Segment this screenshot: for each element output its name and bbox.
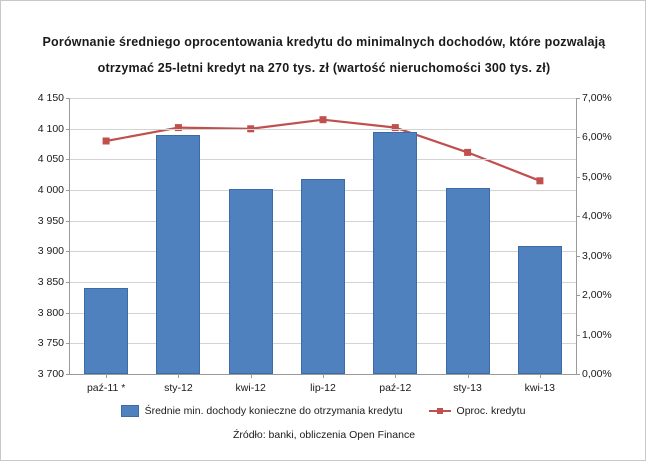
y-axis-left-tick-mark bbox=[66, 159, 70, 160]
y-axis-right-tick-mark bbox=[576, 256, 580, 257]
rate-marker bbox=[175, 124, 182, 131]
y-axis-right-tick-label: 3,00% bbox=[582, 249, 612, 262]
y-axis-right-tick-mark bbox=[576, 335, 580, 336]
source-note: Źródło: banki, obliczenia Open Finance bbox=[232, 429, 416, 441]
bar bbox=[229, 189, 273, 374]
y-axis-right-tick-mark bbox=[576, 137, 580, 138]
y-axis-left-tick-mark bbox=[66, 313, 70, 314]
x-axis-tick-label: paź-12 bbox=[379, 382, 412, 394]
y-axis-left-tick-mark bbox=[66, 343, 70, 344]
y-axis-left-tick-mark bbox=[66, 251, 70, 252]
y-axis-left-tick-mark bbox=[66, 374, 70, 375]
legend-label-rate: Oproc. kredytu bbox=[456, 405, 526, 417]
y-axis-left-tick-mark bbox=[66, 98, 70, 99]
x-axis-tick-mark bbox=[395, 374, 396, 378]
y-axis-left-tick-mark bbox=[66, 129, 70, 130]
rate-marker bbox=[320, 116, 327, 123]
y-axis-right-tick-label: 0,00% bbox=[582, 368, 612, 380]
rate-marker bbox=[536, 177, 543, 184]
y-axis-left-tick-label: 3 950 bbox=[37, 214, 64, 227]
y-axis-right-tick-label: 5,00% bbox=[582, 170, 612, 183]
y-axis-left-tick-label: 3 900 bbox=[37, 245, 64, 258]
bar bbox=[373, 132, 417, 374]
legend-item-rate[interactable] bbox=[429, 405, 526, 417]
gridline bbox=[70, 129, 576, 130]
x-axis-tick-label: kwi-12 bbox=[235, 382, 266, 394]
y-axis-left-tick-label: 4 100 bbox=[37, 122, 64, 135]
y-axis-right-tick-mark bbox=[576, 177, 580, 178]
chart-title-line-1: Porównanie średniego oprocentowania kredytu do minimalnych dochodów, które pozwalają bbox=[42, 35, 606, 49]
y-axis-left-tick-label: 4 050 bbox=[37, 153, 64, 166]
rate-marker bbox=[392, 124, 399, 131]
x-axis-tick-label: sty-12 bbox=[164, 382, 193, 394]
gridline bbox=[70, 159, 576, 160]
y-axis-right-tick-label: 1,00% bbox=[582, 328, 612, 341]
y-axis-left-tick-label: 4 000 bbox=[37, 184, 64, 196]
y-axis-left-tick-mark bbox=[66, 221, 70, 222]
x-axis-tick-label: sty-13 bbox=[453, 382, 482, 394]
line-swatch-icon bbox=[429, 406, 451, 416]
gridline bbox=[70, 98, 576, 99]
y-axis-left-tick-label: 3 700 bbox=[37, 368, 64, 380]
x-axis-tick-mark bbox=[106, 374, 107, 378]
x-axis-tick-mark bbox=[540, 374, 541, 378]
y-axis-right-tick-mark bbox=[576, 374, 580, 375]
bar bbox=[84, 288, 128, 374]
rate-marker bbox=[464, 149, 471, 156]
y-axis-right-tick-label: 6,00% bbox=[582, 131, 612, 144]
legend-label-income: Średnie min. dochody konieczne do otrzymania kredytu bbox=[144, 405, 403, 417]
rate-marker bbox=[103, 138, 110, 145]
chart-title bbox=[31, 29, 617, 81]
x-axis-tick-mark bbox=[323, 374, 324, 378]
x-axis-tick-label: lip-12 bbox=[310, 382, 336, 394]
x-axis-tick-mark bbox=[468, 374, 469, 378]
y-axis-left-tick-label: 3 800 bbox=[37, 306, 64, 319]
y-axis-left-tick-mark bbox=[66, 282, 70, 283]
x-axis-tick-label: kwi-13 bbox=[524, 382, 556, 394]
y-axis-right-tick-label: 7,00% bbox=[582, 92, 612, 104]
y-axis-right-tick-mark bbox=[576, 295, 580, 296]
x-axis-tick-label: paź-11 * bbox=[86, 382, 126, 394]
x-axis-tick-mark bbox=[251, 374, 252, 378]
bar-swatch-icon bbox=[121, 405, 139, 417]
y-axis-left-tick-label: 3 850 bbox=[37, 276, 64, 288]
x-axis-tick-mark bbox=[178, 374, 179, 378]
bar bbox=[446, 188, 490, 374]
y-axis-left-tick-label: 4 150 bbox=[37, 92, 64, 104]
plot-area bbox=[37, 92, 612, 394]
legend-item-income[interactable] bbox=[121, 405, 403, 417]
bar bbox=[301, 179, 345, 374]
y-axis-right-tick-mark bbox=[576, 216, 580, 217]
bar bbox=[156, 135, 200, 374]
y-axis-right-tick-mark bbox=[576, 98, 580, 99]
y-axis-left-tick-label: 3 750 bbox=[37, 337, 64, 350]
y-axis-right-tick-label: 2,00% bbox=[582, 289, 612, 302]
chart-title-line-2: otrzymać 25-letni kredyt na 270 tys. zł (wartość nieruchomości 300 tys. zł) bbox=[97, 61, 551, 75]
y-axis-left-tick-mark bbox=[66, 190, 70, 191]
chart-legend bbox=[69, 401, 577, 421]
y-axis-right-tick-label: 4,00% bbox=[582, 210, 612, 223]
bar bbox=[518, 246, 562, 374]
